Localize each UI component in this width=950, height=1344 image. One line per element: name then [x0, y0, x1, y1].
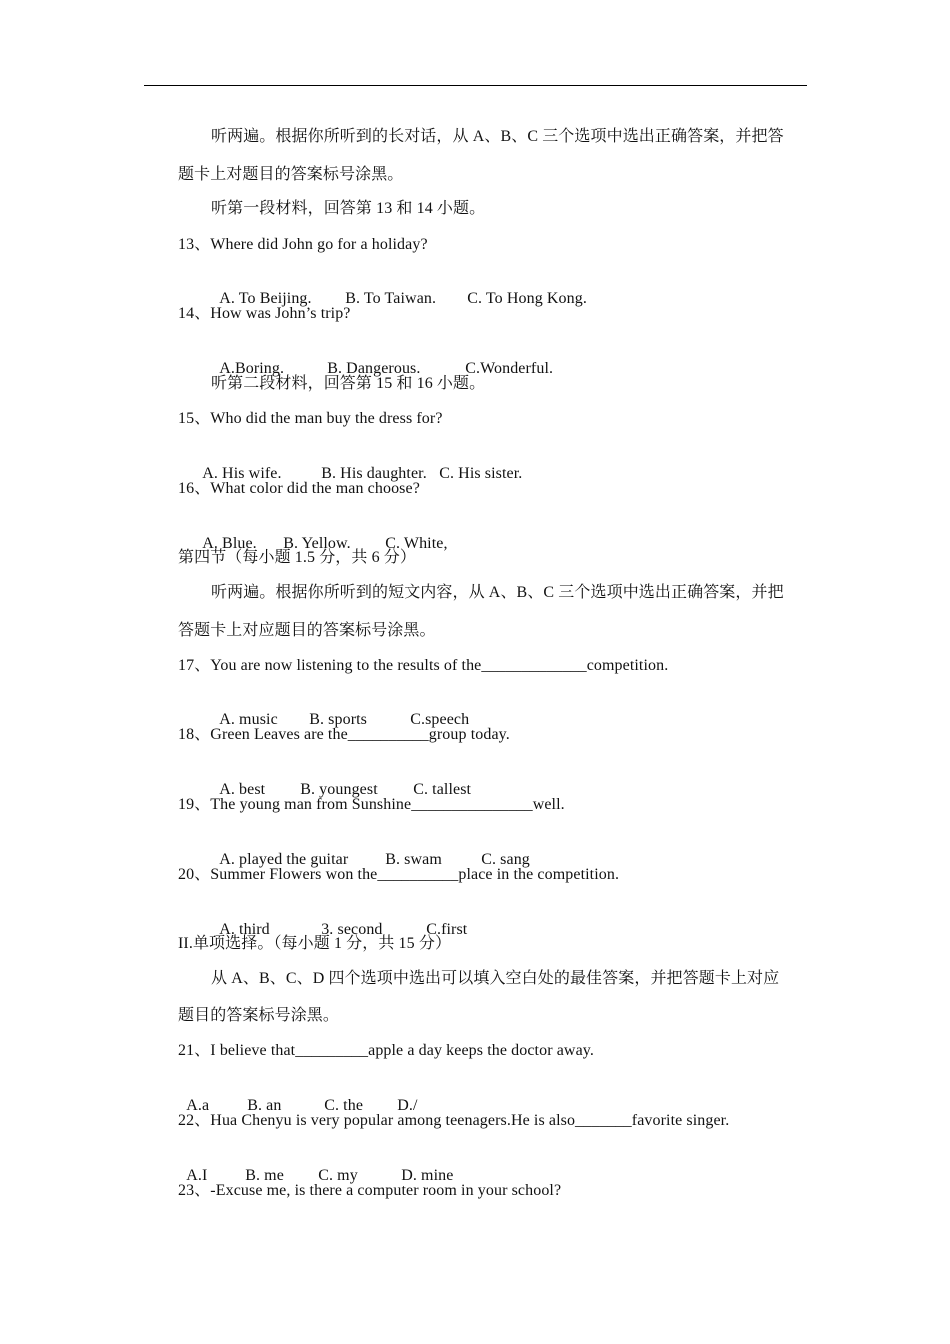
question-20: 20、Summer Flowers won the__________place in the competition. — [178, 866, 620, 883]
option-a: A. To Beijing. — [219, 290, 312, 307]
option-b: B. Yellow. — [283, 535, 351, 552]
option-a: A.I — [186, 1167, 208, 1184]
header-rule — [144, 85, 807, 86]
section-4-instruction-1: 听两遍。根据你所听到的短文内容，从 A、B、C 三个选项中选出正确答案，并把 — [211, 584, 784, 601]
question-18: 18、Green Leaves are the__________group today. — [178, 726, 510, 743]
option-c: C. His sister. — [439, 465, 523, 482]
question-23: 23、-Excuse me, is there a computer room in your school? — [178, 1182, 562, 1199]
instruction-line-1: 听两遍。根据你所听到的长对话，从 A、B、C 三个选项中选出正确答案，并把答 — [211, 128, 784, 145]
question-22-options — [178, 1146, 453, 1186]
section-4-instruction-2: 答题卡上对应题目的答案标号涂黑。 — [178, 622, 436, 639]
option-a: A. played the guitar — [219, 851, 349, 868]
option-c: C. my — [318, 1167, 358, 1184]
question-13-options — [211, 269, 587, 309]
question-17-options — [211, 690, 469, 730]
option-b: B. youngest — [300, 781, 378, 798]
option-c: C. the — [324, 1097, 364, 1114]
option-b: B. Dangerous. — [327, 360, 421, 377]
question-21-options — [178, 1076, 418, 1116]
option-a: A.a — [186, 1097, 210, 1114]
part-2-heading: II.单项选择。（每小题 1 分，共 15 分） — [178, 935, 452, 952]
option-b: B. swam — [385, 851, 442, 868]
option-a: A. His wife. — [202, 465, 282, 482]
option-d: D./ — [397, 1097, 418, 1114]
option-a: A.Boring. — [219, 360, 285, 377]
question-14: 14、How was John’s trip? — [178, 305, 351, 322]
option-c: C. White, — [385, 535, 448, 552]
question-18-options — [211, 760, 471, 800]
question-19: 19、The young man from Sunshine_______________well. — [178, 796, 565, 813]
option-b: B. His daughter. — [321, 465, 427, 482]
option-b: B. me — [245, 1167, 284, 1184]
option-c: C. sang — [481, 851, 530, 868]
question-13: 13、Where did John go for a holiday? — [178, 236, 428, 253]
question-22: 22、Hua Chenyu is very popular among teenagers.He is also_______favorite singer. — [178, 1112, 730, 1129]
material-2-heading: 听第二段材料，回答第 15 和 16 小题。 — [211, 375, 486, 392]
option-a: A. music — [219, 711, 278, 728]
question-17: 17、You are now listening to the results of the_____________competition. — [178, 657, 669, 674]
question-15: 15、Who did the man buy the dress for? — [178, 410, 443, 427]
option-a: A. Blue. — [202, 535, 257, 552]
question-19-options — [211, 830, 530, 870]
option-b: B. an — [247, 1097, 282, 1114]
material-1-heading: 听第一段材料，回答第 13 和 14 小题。 — [211, 200, 486, 217]
option-b: 3. second — [321, 921, 383, 938]
option-c: C. tallest — [413, 781, 472, 798]
option-c: C. To Hong Kong. — [467, 290, 587, 307]
option-a: A. third — [219, 921, 270, 938]
option-c: C.first — [426, 921, 468, 938]
question-16: 16、What color did the man choose? — [178, 480, 420, 497]
question-15-options — [194, 444, 522, 484]
option-d: D. mine — [401, 1167, 454, 1184]
option-b: B. To Taiwan. — [345, 290, 437, 307]
option-c: C.Wonderful. — [465, 360, 554, 377]
instruction-line-2: 题卡上对题目的答案标号涂黑。 — [178, 166, 404, 183]
option-a: A. best — [219, 781, 266, 798]
option-b: B. sports — [309, 711, 368, 728]
question-14-options — [211, 339, 553, 379]
part-2-instruction-2: 题目的答案标号涂黑。 — [178, 1007, 340, 1024]
question-21: 21、I believe that_________apple a day keeps the doctor away. — [178, 1042, 594, 1059]
part-2-instruction-1: 从 A、B、C、D 四个选项中选出可以填入空白处的最佳答案，并把答题卡上对应 — [211, 970, 780, 987]
option-c: C.speech — [410, 711, 470, 728]
section-4-heading: 第四节（每小题 1.5 分，共 6 分） — [178, 549, 417, 566]
